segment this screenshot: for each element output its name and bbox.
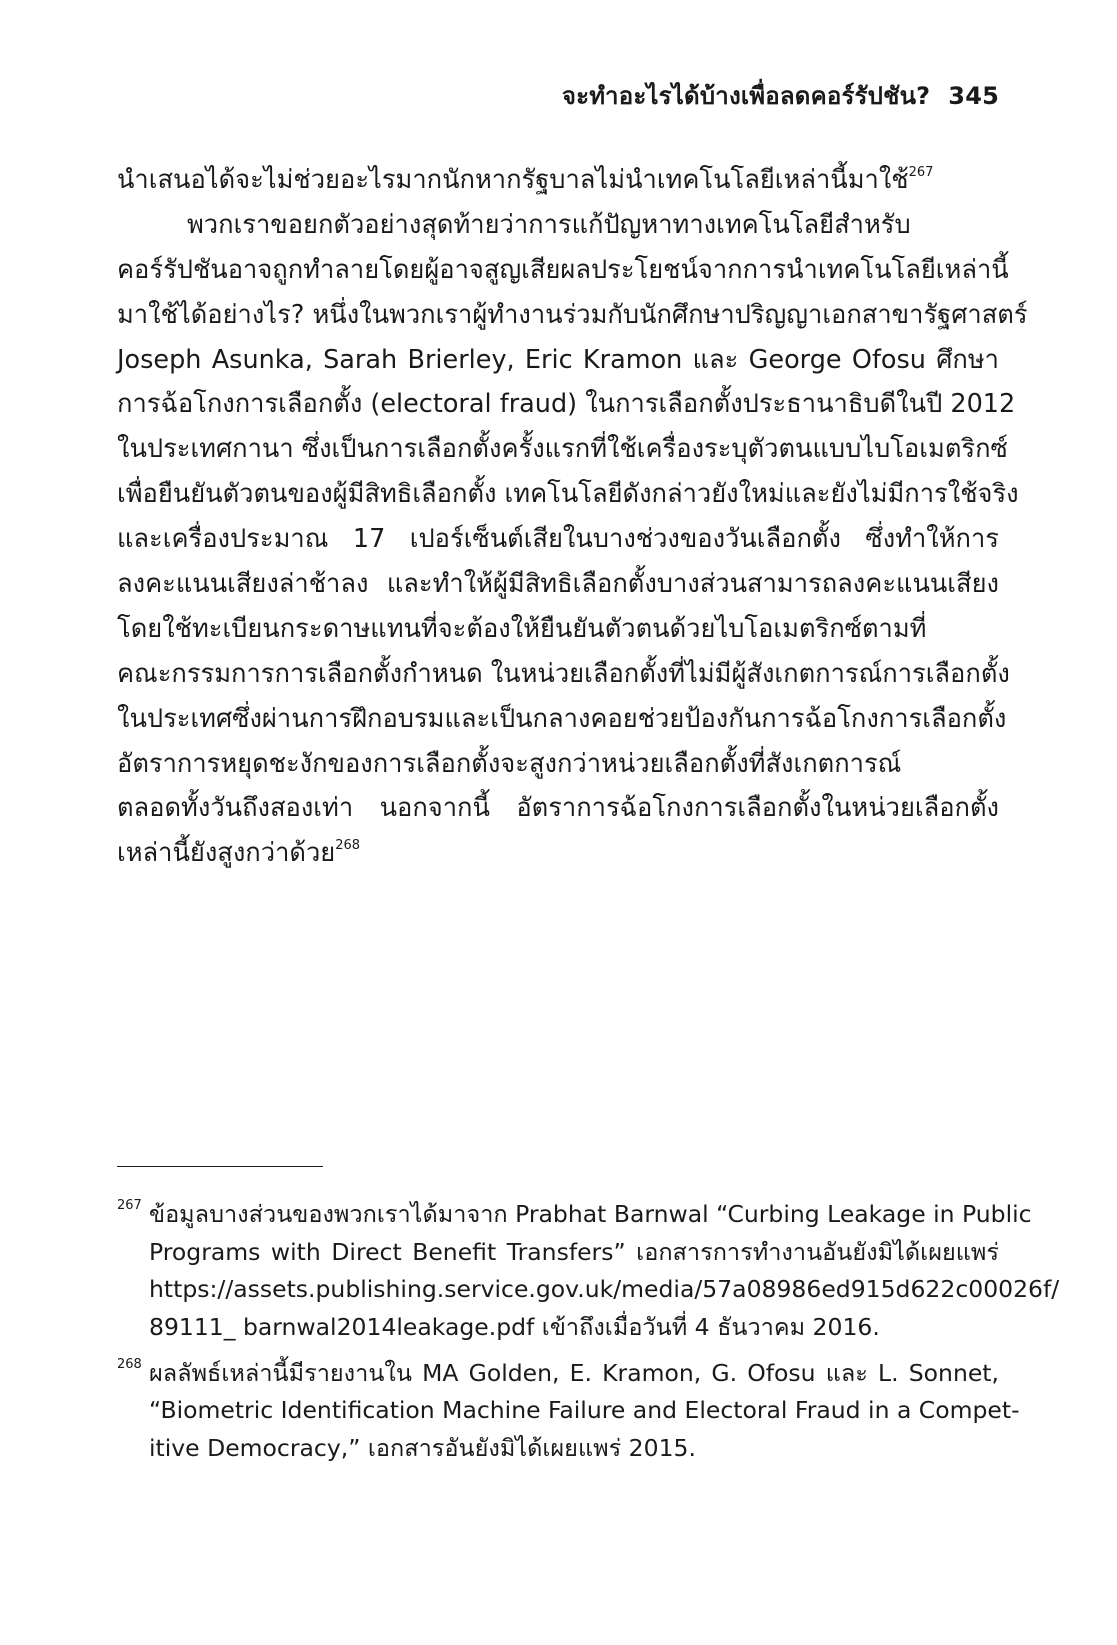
footnote-number: 267 <box>117 1198 142 1213</box>
body-line: ในประเทศกานา ซึ่งเป็นการเลือกตั้งครั้งแรกที่ใช้เครื่องระบุตัวตนแบบไบโอเมตริกซ์ <box>117 434 1008 465</box>
body-line: การฉ้อโกงการเลือกตั้ง (electoral fraud) ในการเลือกตั้งประธานาธิบดีในปี 2012 <box>117 389 1016 420</box>
body-line: มาใช้ได้อย่างไร? หนึ่งในพวกเราผู้ทำงานร่วมกับนักศึกษาปริญญาเอกสาขารัฐศาสตร์ <box>117 299 1028 330</box>
body-line <box>117 158 999 203</box>
footnote-ref[interactable]: 268 <box>335 838 361 854</box>
body-line: และเครื่องประมาณ 17 เปอร์เซ็นต์เสียในบางช่วงของวันเลือกตั้ง ซึ่งทำให้การ <box>117 524 999 555</box>
footnote-line: 89111_ barnwal2014leakage.pdf เข้าถึงเมื่อวันที่ 4 ธันวาคม 2016. <box>149 1313 880 1342</box>
body-line: ในประเทศซึ่งผ่านการฝึกอบรมและเป็นกลางคอยช่วยป้องกันการฉ้อโกงการเลือกตั้ง <box>117 703 1007 734</box>
footnote-267 <box>117 1196 1060 1347</box>
body-line: เพื่อยืนยันตัวตนของผู้มีสิทธิเลือกตั้ง เทคโนโลยีดังกล่าวยังใหม่และยังไม่มีการใช้จริง <box>117 479 1019 510</box>
running-header <box>562 76 999 115</box>
footnote-line: ข้อมูลบางส่วนของพวกเราได้มาจาก Prabhat Barnwal “Curbing Leakage in Public <box>149 1200 1032 1228</box>
footnote-url[interactable]: https://assets.publishing.service.gov.uk/media/57a08986ed915d622c00026f/ <box>149 1275 1060 1304</box>
footnote-line: itive Democracy,” เอกสารอันยังมิได้เผยแพร่ 2015. <box>149 1434 696 1463</box>
footnote-number: 268 <box>117 1356 142 1372</box>
body-line-text: เหล่านี้ยังสูงกว่าด้วย <box>117 838 336 869</box>
body-line: ลงคะแนนเสียงล่าช้าลง และทำให้ผู้มีสิทธิเลือกตั้งบางส่วนสามารถลงคะแนนเสียง <box>117 569 999 600</box>
footnote-line: Programs with Direct Benefit Transfers” เอกสารการทำงานอันยังมิได้เผยแพร่ <box>149 1237 999 1266</box>
body-line-text: นำเสนอได้จะไม่ช่วยอะไรมากนักหากรัฐบาลไม่นำเทคโนโลยีเหล่านี้มาใช้ <box>117 165 909 195</box>
footnotes <box>117 1196 1060 1476</box>
page-number: 345 <box>948 82 999 110</box>
body-line <box>117 831 999 876</box>
body-line: Joseph Asunka, Sarah Brierley, Eric Kramon และ George Ofosu ศึกษา <box>117 344 999 375</box>
footnote-line: ผลลัพธ์เหล่านี้มีรายงานใน MA Golden, E. Kramon, G. Ofosu และ L. Sonnet, <box>149 1358 999 1387</box>
footnote-268 <box>117 1355 1020 1468</box>
running-title: จะทำอะไรได้บ้างเพื่อลดคอร์รัปชัน? <box>561 82 931 110</box>
body-line: คอร์รัปชันอาจถูกทำลายโดยผู้อาจสูญเสียผลประโยชน์จากการนำเทคโนโลยีเหล่านี้ <box>117 254 1009 285</box>
body-line: โดยใช้ทะเบียนกระดาษแทนที่จะต้องให้ยืนยันตัวตนด้วยไบโอเมตริกซ์ตามที่ <box>117 613 927 644</box>
footnote-line: “Biometric Identification Machine Failure and Electoral Fraud in a Compet- <box>149 1396 1020 1425</box>
body-line: คณะกรรมการการเลือกตั้งกำหนด ในหน่วยเลือกตั้งที่ไม่มีผู้สังเกตการณ์การเลือกตั้ง <box>117 658 1010 689</box>
body-line: ตลอดทั้งวันถึงสองเท่า นอกจากนี้ อัตราการฉ้อโกงการเลือกตั้งในหน่วยเลือกตั้ง <box>117 793 999 824</box>
body-line: อัตราการหยุดชะงักของการเลือกตั้งจะสูงกว่าหน่วยเลือกตั้งที่สังเกตการณ์ <box>117 748 902 779</box>
body-text <box>117 158 1028 876</box>
body-line: พวกเราขอยกตัวอย่างสุดท้ายว่าการแก้ปัญหาทางเทคโนโลยีสำหรับ <box>187 209 911 240</box>
footnote-ref[interactable]: 267 <box>908 165 934 180</box>
footnote-separator <box>117 1166 323 1167</box>
